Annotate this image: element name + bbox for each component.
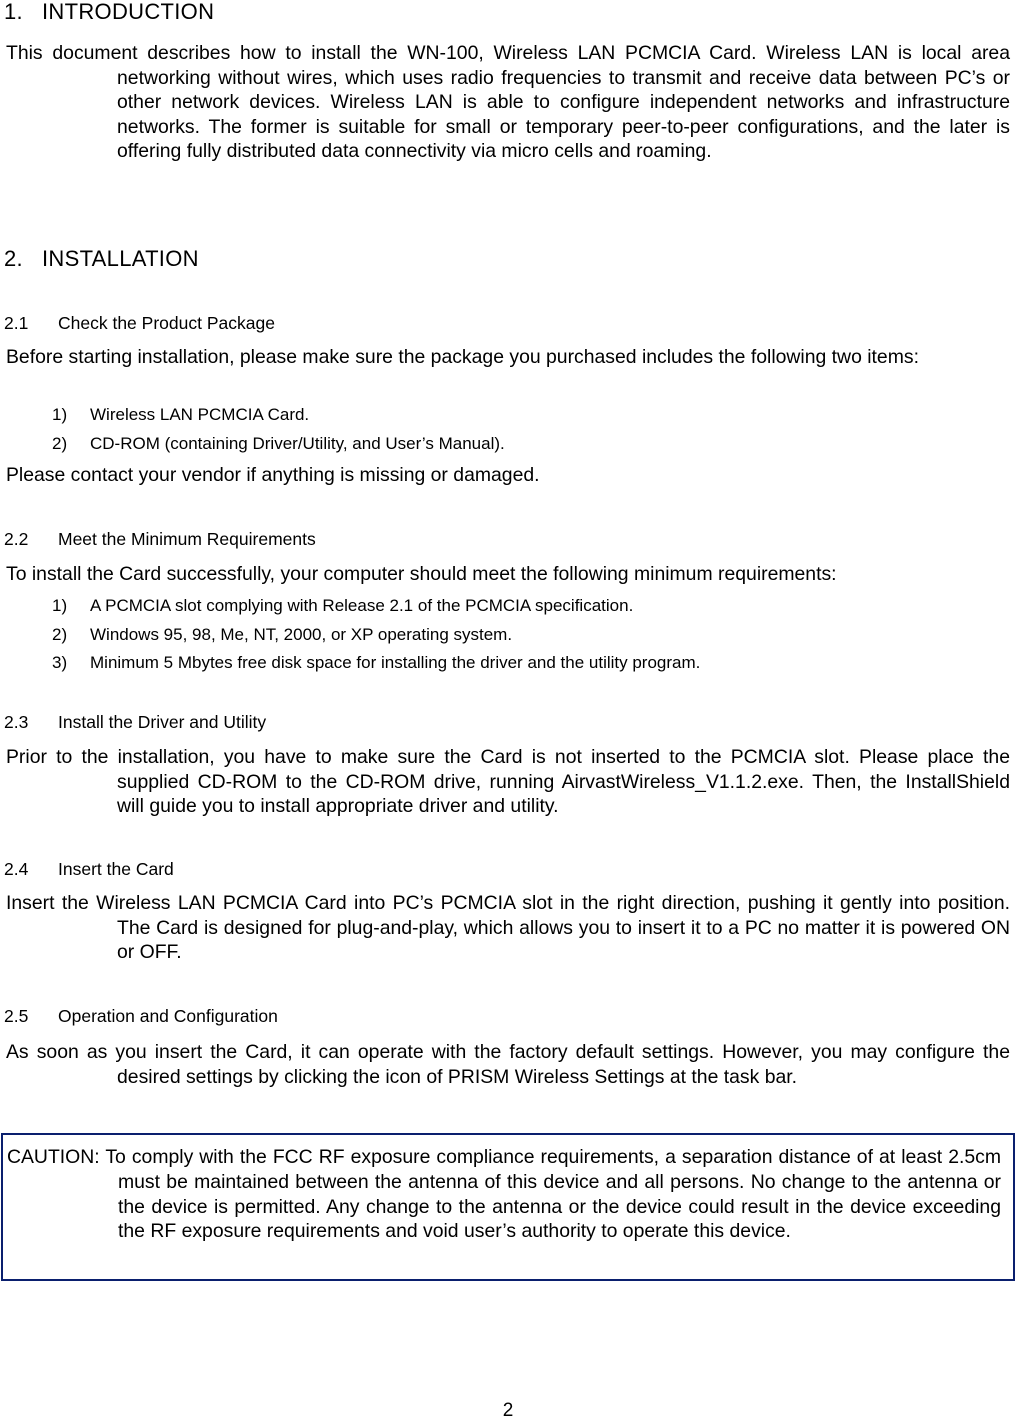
heading-title: INTRODUCTION xyxy=(42,0,215,24)
heading-title: INSTALLATION xyxy=(42,246,199,271)
caution-text: CAUTION: To comply with the FCC RF exposure compliance requirements, a separation distance of at least 2.5cm must be maintained between the antenna of this device and all persons. No change to the antenna or the device is permitted. Any change to the antenna or the device could result in the device exceeding the RF exposure requirements and void user’s authority to operate this device. xyxy=(7,1146,1001,1243)
subheading-title: Insert the Card xyxy=(58,859,174,879)
subheading-title: Operation and Configuration xyxy=(58,1006,278,1026)
page-number: 2 xyxy=(502,1400,514,1421)
operation-paragraph: As soon as you insert the Card, it can operate with the factory default settings. However, you may configure the desired settings by clicking the icon of PRISM Wireless Settings at the task bar. xyxy=(6,1041,1010,1088)
package-items-list xyxy=(52,401,505,458)
insert-paragraph: Insert the Wireless LAN PCMCIA Card into PC’s PCMCIA slot in the right direction, pushing it gently into position. The Card is designed for plug-and-play, which allows you to insert it to a PC no matter it is powered ON or OFF. xyxy=(6,892,1010,964)
requirements-paragraph: To install the Card successfully, your computer should meet the following minimum requirements: xyxy=(6,563,837,585)
subheading-title: Install the Driver and Utility xyxy=(58,712,267,732)
subheading-check-package xyxy=(4,313,275,334)
package-note: Please contact your vendor if anything is missing or damaged. xyxy=(6,464,540,486)
heading-number: 1. xyxy=(4,0,23,24)
list-item: 1) Wireless LAN PCMCIA Card. xyxy=(52,405,310,424)
subheading-number: 2.1 xyxy=(4,313,29,333)
subheading-minimum-requirements xyxy=(4,529,316,550)
list-item: 3) Minimum 5 Mbytes free disk space for installing the driver and the utility program. xyxy=(52,653,701,672)
subheading-operation-configuration xyxy=(4,1006,278,1027)
subheading-number: 2.3 xyxy=(4,712,29,732)
subheading-number: 2.5 xyxy=(4,1006,29,1026)
package-paragraph: Before starting installation, please make sure the package you purchased includes the following two items: xyxy=(6,346,919,368)
requirements-list xyxy=(52,592,700,678)
subheading-title: Meet the Minimum Requirements xyxy=(58,529,316,549)
driver-paragraph: Prior to the installation, you have to make sure the Card is not inserted to the PCMCIA slot. Please place the supplied CD-ROM to the CD-ROM drive, running AirvastWireless_V1.1.2.exe. Then, the InstallShield will guide you to install appropriate driver and utility. xyxy=(6,746,1010,818)
heading-introduction xyxy=(4,0,214,25)
subheading-number: 2.4 xyxy=(4,859,29,879)
subheading-install-driver xyxy=(4,712,266,733)
subheading-number: 2.2 xyxy=(4,529,29,549)
caution-box xyxy=(1,1133,1015,1281)
subheading-title: Check the Product Package xyxy=(58,313,275,333)
subheading-insert-card xyxy=(4,859,174,880)
list-item: 1) A PCMCIA slot complying with Release 2.1 of the PCMCIA specification. xyxy=(52,596,634,615)
introduction-paragraph: This document describes how to install the WN-100, Wireless LAN PCMCIA Card. Wireless LAN is local area networking without wires, which uses radio frequencies to transmit and receive data between PC’s or other network devices. Wireless LAN is able to configure independent networks and infrastructure networks. The former is suitable for small or temporary peer-to-peer configurations, and the later is offering fully distributed data connectivity via micro cells and roaming. xyxy=(6,42,1010,163)
list-item: 2) CD-ROM (containing Driver/Utility, and User’s Manual). xyxy=(52,433,505,453)
heading-number: 2. xyxy=(4,246,23,271)
heading-installation xyxy=(4,246,199,272)
list-item: 2) Windows 95, 98, Me, NT, 2000, or XP operating system. xyxy=(52,624,513,644)
